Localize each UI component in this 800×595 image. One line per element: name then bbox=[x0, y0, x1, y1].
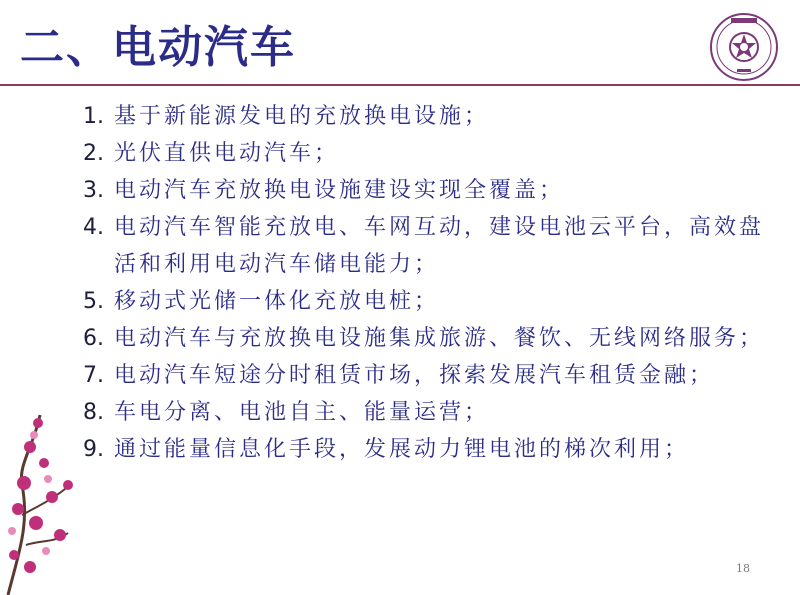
item-text: 电动汽车短途分时租赁市场，探索发展汽车租赁金融； bbox=[114, 363, 715, 388]
slide-title: 二、电动汽车 bbox=[20, 22, 296, 73]
list-item bbox=[58, 394, 778, 431]
item-text: 电动汽车与充放换电设施集成旅游、餐饮、无线网络服务； bbox=[114, 326, 765, 351]
item-text: 基于新能源发电的充放换电设施； bbox=[114, 104, 490, 129]
item-number: 8. bbox=[83, 400, 104, 425]
title-divider bbox=[0, 84, 800, 86]
list-item bbox=[58, 320, 778, 357]
item-text: 电动汽车充放换电设施建设实现全覆盖； bbox=[114, 178, 565, 203]
list-item bbox=[58, 357, 778, 394]
item-number: 9. bbox=[83, 437, 104, 462]
list-item bbox=[58, 135, 778, 172]
item-text: 光伏直供电动汽车； bbox=[114, 141, 340, 166]
item-number: 4. bbox=[83, 215, 104, 240]
list-item bbox=[58, 431, 778, 468]
item-number: 2. bbox=[83, 141, 104, 166]
list-item bbox=[58, 283, 778, 320]
plum-blossom-decoration bbox=[0, 405, 86, 595]
item-text: 电动汽车智能充放电、车网互动，建设电池云平台，高效盘活和利用电动汽车储电能力； bbox=[114, 215, 765, 277]
item-text: 通过能量信息化手段，发展动力锂电池的梯次利用； bbox=[114, 437, 690, 462]
list-item bbox=[58, 209, 778, 283]
item-text: 移动式光储一体化充放电桩； bbox=[114, 289, 440, 314]
item-number: 7. bbox=[83, 363, 104, 388]
item-number: 3. bbox=[83, 178, 104, 203]
item-number: 5. bbox=[83, 289, 104, 314]
list-item bbox=[58, 172, 778, 209]
list-item bbox=[58, 98, 778, 135]
page-number: 18 bbox=[736, 562, 750, 575]
item-text: 车电分离、电池自主、能量运营； bbox=[114, 400, 490, 425]
item-number: 1. bbox=[83, 104, 104, 129]
university-seal-icon bbox=[709, 12, 779, 82]
item-list bbox=[58, 98, 778, 468]
item-number: 6. bbox=[83, 326, 104, 351]
